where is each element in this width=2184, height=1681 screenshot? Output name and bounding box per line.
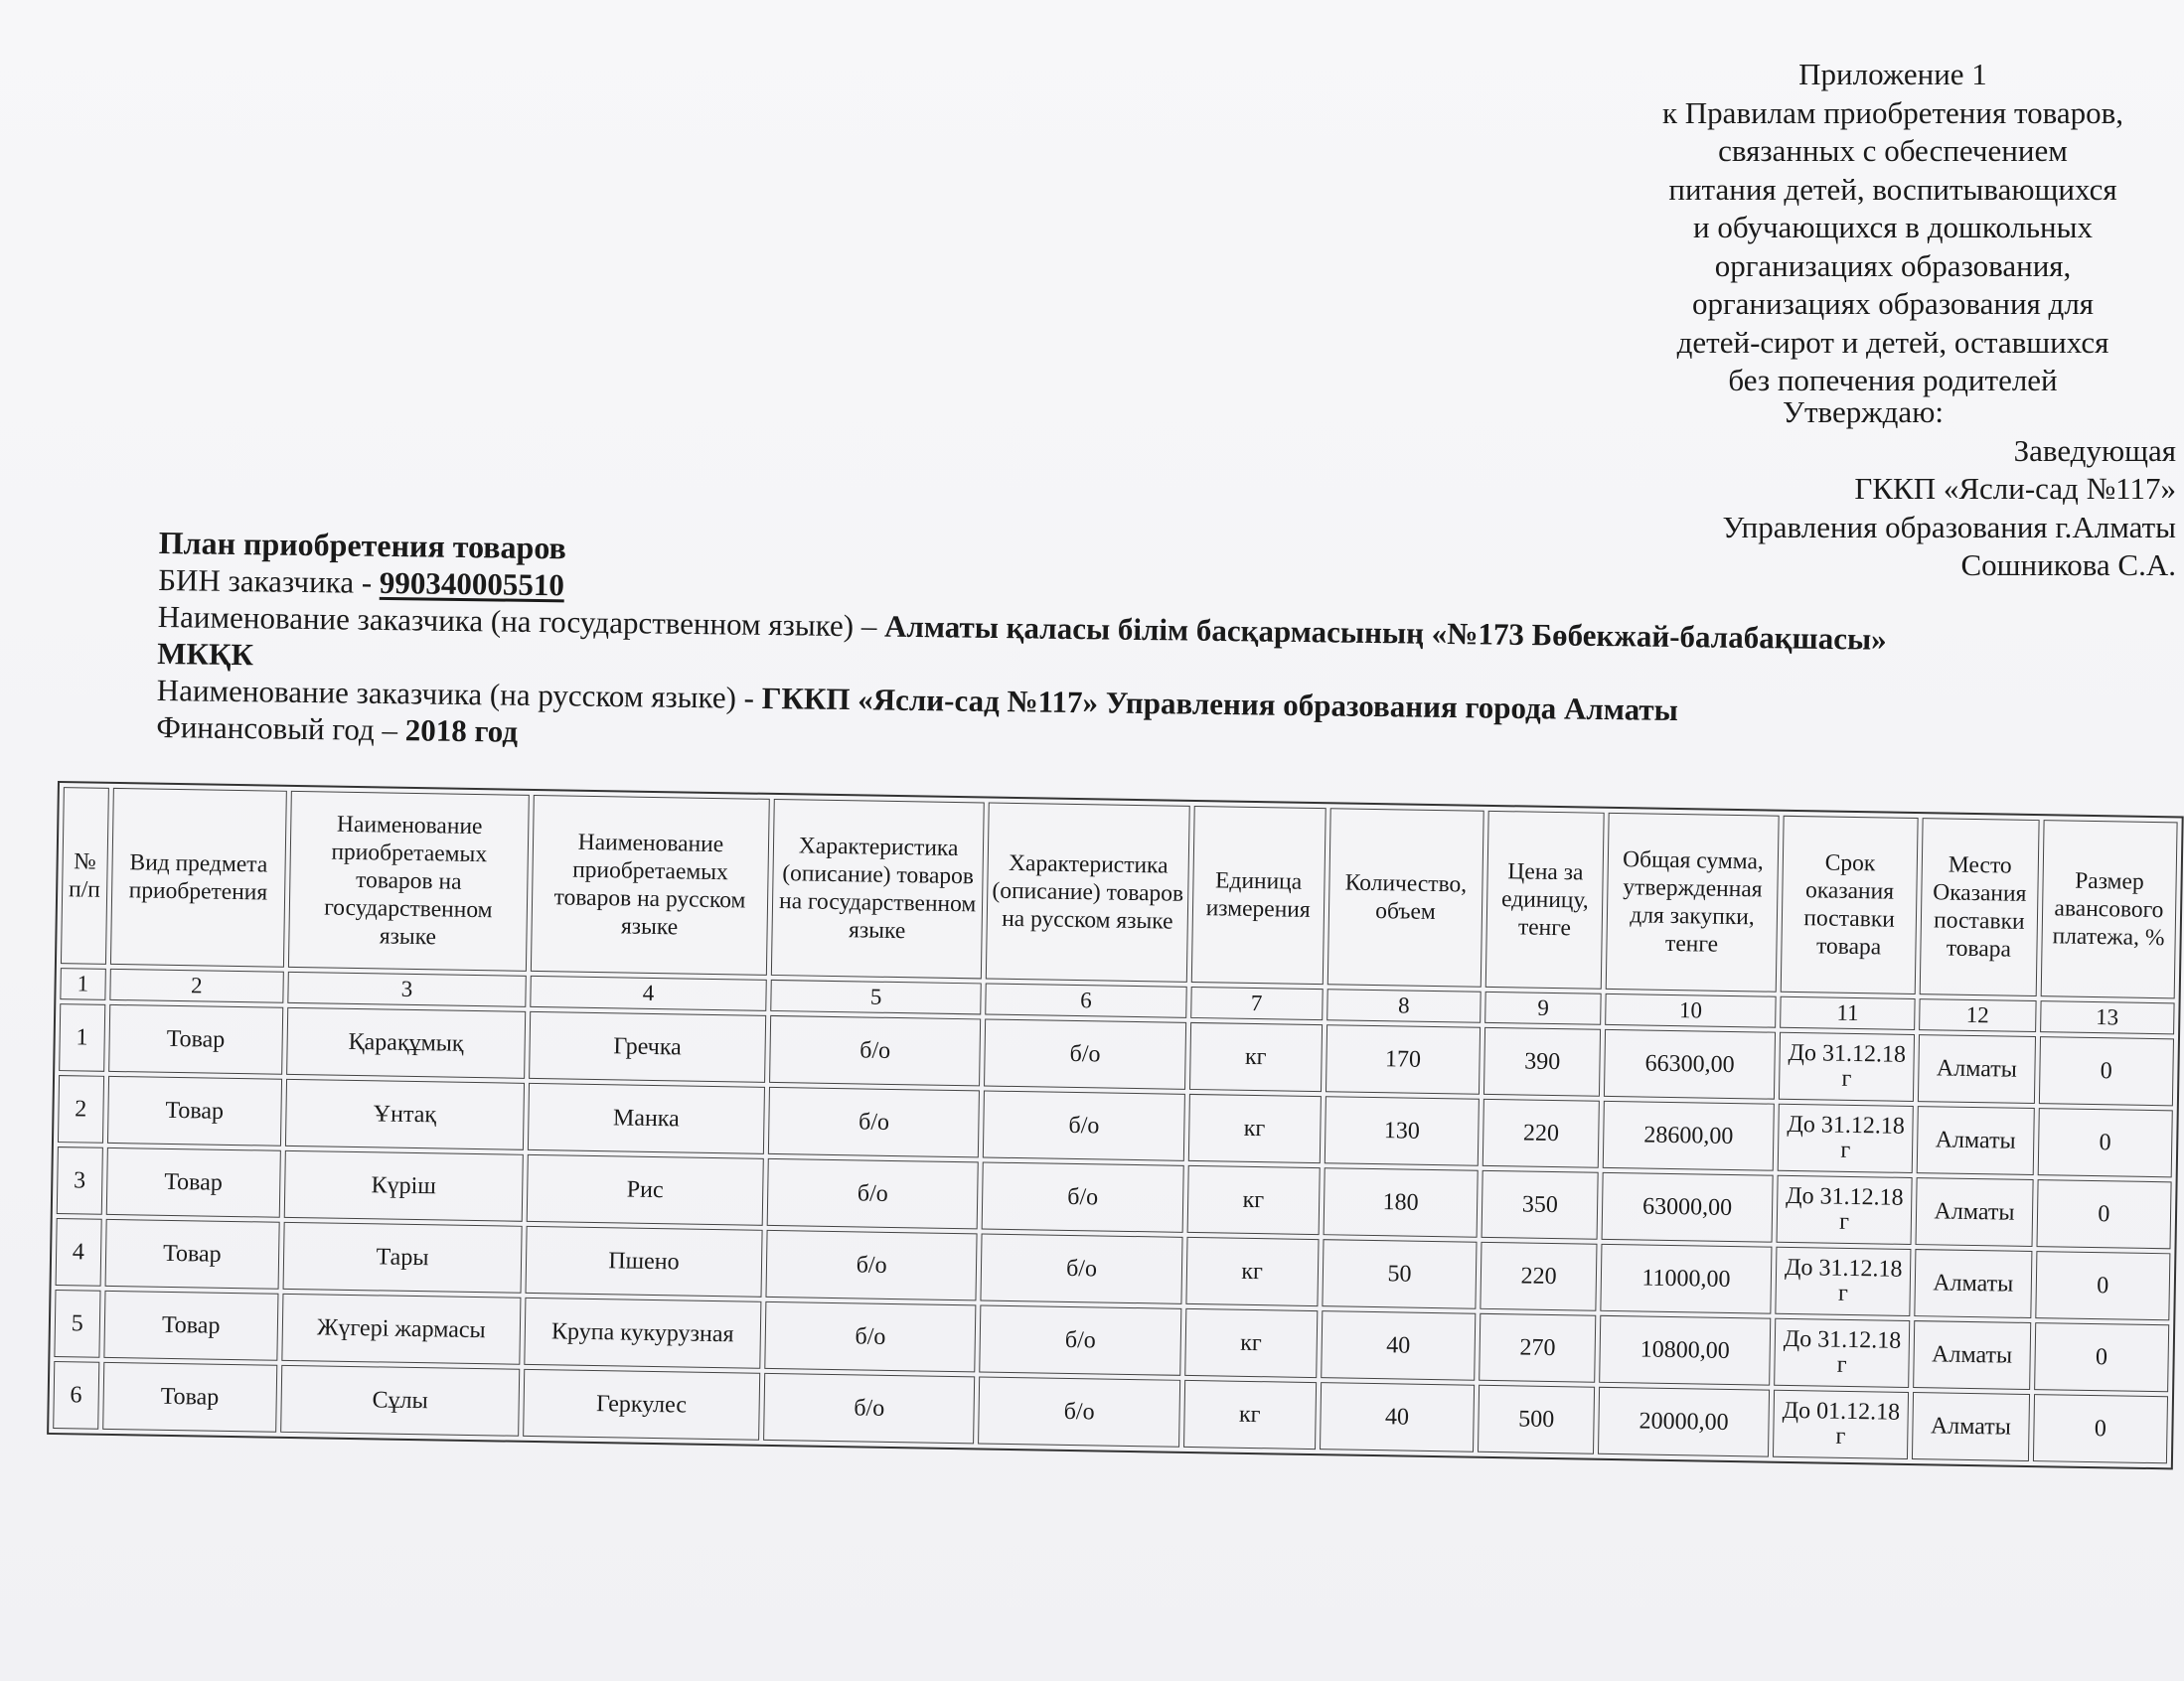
item-price: 500 — [1478, 1385, 1595, 1454]
item-name-kz: Ұнтақ — [285, 1079, 525, 1150]
column-number: 13 — [2040, 1000, 2175, 1034]
item-price: 270 — [1480, 1313, 1597, 1383]
item-name-kz: Сұлы — [280, 1365, 520, 1437]
appendix-line: организациях образования, — [1714, 247, 2072, 283]
header-cell: № п/п — [61, 787, 108, 965]
item-unit: кг — [1189, 1022, 1323, 1092]
column-number: 6 — [986, 984, 1187, 1018]
column-number: 7 — [1190, 987, 1323, 1020]
appendix-block — [1610, 56, 2176, 400]
plan-header — [156, 525, 2097, 771]
header-cell: Наименование приобретаемых товаров на русском языке — [531, 795, 770, 976]
approval-label: Утверждаю: — [1783, 394, 1944, 429]
delivery-term: До 01.12.18 г — [1773, 1390, 1909, 1459]
appendix-line: и обучающихся в дошкольных — [1693, 210, 2093, 244]
name-state-suffix: МКҚК — [157, 635, 254, 673]
item-desc-ru: б/о — [983, 1090, 1185, 1160]
approval-position: Заведующая — [2013, 432, 2176, 468]
item-total: 10800,00 — [1599, 1315, 1771, 1386]
column-number: 2 — [109, 969, 284, 1003]
delivery-term: До 31.12.18 г — [1777, 1175, 1913, 1245]
advance-percent: 0 — [2033, 1394, 2168, 1463]
item-desc-kz: б/о — [769, 1015, 981, 1087]
header-cell: Наименование приобретаемых товаров на государственном языке — [288, 791, 530, 972]
delivery-place: Алматы — [1913, 1320, 2031, 1390]
item-kind: Товар — [107, 1076, 283, 1146]
item-total: 28600,00 — [1603, 1101, 1775, 1171]
advance-percent: 0 — [2035, 1251, 2170, 1320]
row-number: 6 — [53, 1361, 99, 1430]
appendix-line: детей-сирот и детей, оставшихся — [1676, 324, 2109, 360]
item-desc-ru: б/о — [980, 1304, 1182, 1375]
delivery-place: Алматы — [1917, 1106, 2035, 1175]
column-number: 3 — [287, 972, 526, 1007]
item-quantity: 40 — [1320, 1382, 1476, 1452]
item-price: 350 — [1482, 1170, 1599, 1240]
fin-year-label: Финансовый год – — [156, 708, 405, 748]
item-price: 220 — [1482, 1099, 1600, 1168]
item-name-ru: Рис — [527, 1154, 764, 1226]
item-desc-kz: б/о — [764, 1301, 976, 1373]
name-state-label: Наименование заказчика (на государственном языке) – — [157, 598, 885, 644]
column-number: 11 — [1780, 996, 1916, 1030]
item-name-ru: Пшено — [525, 1226, 762, 1298]
item-desc-kz: б/о — [768, 1087, 980, 1158]
procurement-table — [47, 781, 2184, 1469]
column-number: 5 — [770, 980, 982, 1015]
item-kind: Товар — [102, 1362, 278, 1433]
header-cell: Цена за единицу, тенге — [1485, 811, 1605, 990]
approval-org-line1: ГККП «Ясли-сад №117» — [1854, 471, 2176, 506]
column-number: 1 — [60, 968, 105, 1000]
item-name-ru: Геркулес — [523, 1369, 760, 1441]
table-body — [53, 1003, 2174, 1463]
header-cell: Место Оказания поставки товара — [1920, 818, 2039, 996]
appendix-line: организациях образования для — [1691, 286, 2095, 321]
item-unit: кг — [1183, 1380, 1317, 1450]
item-kind: Товар — [104, 1219, 280, 1290]
delivery-term: До 31.12.18 г — [1774, 1318, 1910, 1388]
name-state-value: Алматы қаласы білім басқармасының «№173 Бөбекжай-балабақшасы» — [883, 608, 1887, 657]
column-number: 8 — [1326, 989, 1482, 1023]
name-ru-value: ГККП «Ясли-сад №117» Управления образования города Алматы — [761, 680, 1679, 728]
header-cell: Единица измерения — [1191, 806, 1326, 985]
item-quantity: 180 — [1323, 1167, 1479, 1238]
bin-value: 990340005510 — [379, 564, 565, 603]
item-quantity: 130 — [1324, 1096, 1480, 1166]
item-kind: Товар — [105, 1147, 281, 1218]
item-desc-ru: б/о — [981, 1233, 1183, 1303]
header-cell: Общая сумма, утвержденная для закупки, тенге — [1606, 813, 1780, 993]
appendix-line: Приложение 1 — [1798, 57, 1987, 91]
item-unit: кг — [1186, 1165, 1320, 1235]
row-number: 2 — [58, 1075, 104, 1144]
header-cell: Количество, объем — [1326, 808, 1484, 988]
item-quantity: 50 — [1322, 1239, 1478, 1309]
appendix-line: питания детей, воспитывающихся — [1668, 171, 2117, 207]
item-name-ru: Крупа кукурузная — [524, 1298, 761, 1369]
approval-org-line2: Управления образования г.Алматы — [1722, 509, 2176, 544]
delivery-term: До 31.12.18 г — [1775, 1247, 1911, 1316]
item-kind: Товар — [108, 1004, 284, 1075]
item-desc-ru: б/о — [978, 1376, 1180, 1447]
header-cell: Срок оказания поставки товара — [1781, 816, 1919, 994]
column-number: 10 — [1605, 993, 1777, 1028]
item-total: 11000,00 — [1600, 1244, 1772, 1314]
item-name-kz: Тары — [283, 1222, 523, 1294]
appendix-line: к Правилам приобретения товаров, — [1661, 94, 2123, 130]
item-desc-ru: б/о — [984, 1019, 1186, 1090]
item-desc-kz: б/о — [765, 1230, 977, 1301]
item-name-kz: Күріш — [284, 1150, 524, 1222]
column-number: 4 — [530, 976, 767, 1011]
item-total: 63000,00 — [1602, 1172, 1774, 1243]
advance-percent: 0 — [2037, 1108, 2172, 1177]
row-number: 5 — [54, 1290, 100, 1358]
column-number: 12 — [1919, 998, 2036, 1032]
appendix-line: связанных с обеспечением — [1718, 133, 2068, 168]
item-unit: кг — [1185, 1237, 1319, 1306]
item-kind: Товар — [103, 1291, 279, 1361]
item-unit: кг — [1184, 1308, 1318, 1378]
item-price: 390 — [1483, 1027, 1601, 1097]
delivery-term: До 31.12.18 г — [1778, 1104, 1914, 1173]
advance-percent: 0 — [2034, 1322, 2169, 1392]
delivery-place: Алматы — [1912, 1392, 2030, 1461]
advance-percent: 0 — [2039, 1036, 2174, 1106]
item-total: 66300,00 — [1604, 1029, 1776, 1100]
row-number: 3 — [57, 1146, 103, 1215]
item-desc-kz: б/о — [767, 1158, 979, 1230]
header-cell: Размер авансового платежа, % — [2040, 820, 2177, 998]
advance-percent: 0 — [2036, 1179, 2171, 1249]
plan-title: План приобретения товаров — [158, 525, 567, 566]
item-name-kz: Жүгері жармасы — [281, 1294, 521, 1365]
item-name-kz: Қарақұмық — [286, 1007, 526, 1079]
delivery-place: Алматы — [1915, 1249, 2033, 1318]
header-cell: Характеристика (описание) товаров на русском языке — [986, 803, 1189, 983]
item-unit: кг — [1188, 1094, 1322, 1163]
name-ru-label: Наименование заказчика (на русском языке) - — [156, 672, 762, 715]
item-name-ru: Гречка — [529, 1011, 766, 1083]
header-cell: Характеристика (описание) товаров на государственном языке — [771, 799, 985, 979]
item-quantity: 40 — [1321, 1310, 1477, 1381]
item-price: 220 — [1481, 1242, 1598, 1311]
bin-label: БИН заказчика - — [158, 561, 381, 600]
row-number: 1 — [59, 1003, 105, 1072]
appendix-line: без попечения родителей — [1728, 363, 2058, 397]
item-desc-kz: б/о — [763, 1373, 975, 1445]
item-quantity: 170 — [1326, 1024, 1482, 1095]
header-cell: Вид предмета приобретения — [109, 788, 286, 968]
delivery-term: До 31.12.18 г — [1779, 1032, 1915, 1102]
procurement-table-wrap — [47, 781, 2184, 1469]
delivery-place: Алматы — [1916, 1177, 2034, 1247]
header-row — [61, 787, 2178, 998]
row-number: 4 — [56, 1218, 102, 1287]
fin-year-value: 2018 год — [404, 712, 519, 749]
approval-signatory: Сошникова С.А. — [1960, 547, 2176, 582]
column-number: 9 — [1485, 992, 1602, 1025]
delivery-place: Алматы — [1918, 1034, 2036, 1104]
item-total: 20000,00 — [1598, 1387, 1770, 1457]
item-desc-ru: б/о — [982, 1161, 1184, 1232]
item-name-ru: Манка — [528, 1083, 765, 1154]
